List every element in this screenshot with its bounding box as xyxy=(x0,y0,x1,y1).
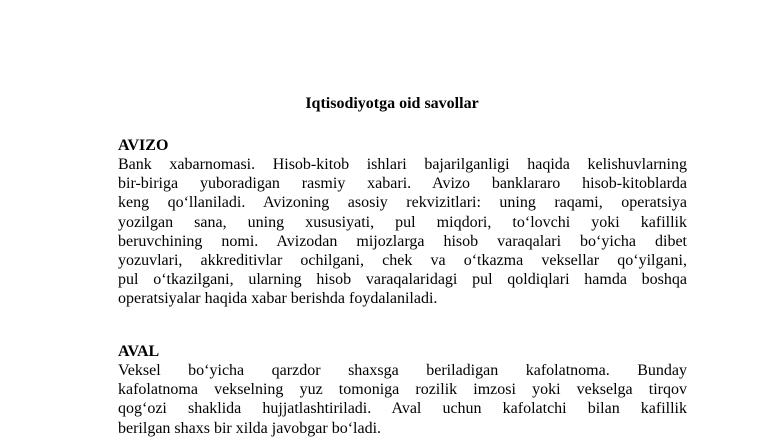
definition-line: pul o‘tkazilgani, ularning hisob varaqalaridagi pul qoldiqlari hamda boshqa xyxy=(118,271,687,289)
definition-aval xyxy=(118,361,687,438)
definition-line: yozilgan sana, uning xususiyati, pul miqdori, to‘lovchi yoki kafillik xyxy=(118,213,687,231)
definition-line: beruvchining nomi. Avizodan mijozlarga hisob varaqalari bo‘yicha dibet xyxy=(118,232,687,250)
definition-line: Veksel bo‘yicha qarzdor shaxsga beriladigan kafolatnoma. Bunday xyxy=(118,362,687,379)
definition-line: qog‘ozi shaklida hujjatlashtiriladi. Aval uchun kafolatchi bilan kafillik xyxy=(118,400,687,418)
term-heading-aval: AVAL xyxy=(118,343,160,360)
definition-line: Bank xabarnomasi. Hisob-kitob ishlari bajarilganligi haqida kelishuvlarning xyxy=(118,156,687,173)
definition-line: bir-biriga yuboradigan rasmiy xabari. Avizo banklararo hisob-kitoblarda xyxy=(118,175,687,193)
term-heading-avizo: AVIZO xyxy=(118,137,169,154)
page-title: Iqtisodiyotga oid savollar xyxy=(305,95,479,112)
definition-line: keng qo‘llaniladi. Avizoning asosiy rekvizitlari: uning raqami, operatsiya xyxy=(118,194,687,212)
definition-line: berilgan shaxs bir xilda javobgar bo‘ladi. xyxy=(118,419,382,437)
definition-line: kafolatnoma vekselning yuz tomoniga rozilik imzosi yoki vekselga tirqov xyxy=(118,381,687,399)
definition-line: yozuvlari, akkreditivlar ochilgani, chek va o‘tkazma veksellar qo‘yilgani, xyxy=(118,251,687,269)
definition-avizo xyxy=(118,155,687,309)
definition-line: operatsiyalar haqida xabar berishda foydalaniladi. xyxy=(118,290,438,308)
